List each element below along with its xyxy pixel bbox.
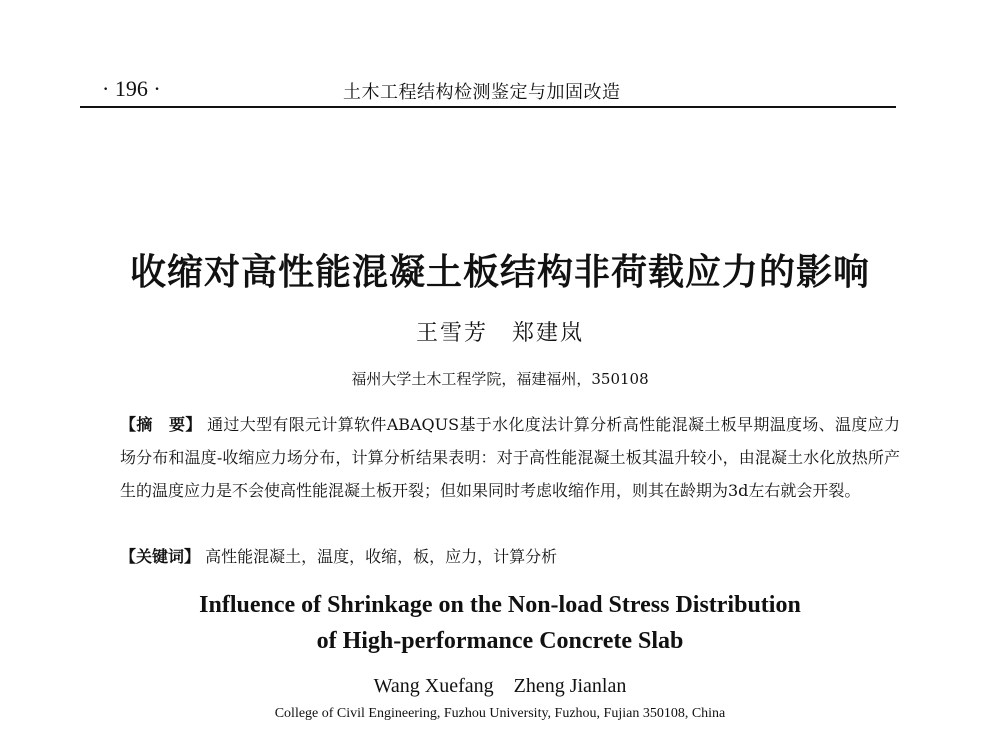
abstract	[120, 408, 900, 507]
title-en-line2: of High-performance Concrete Slab	[316, 628, 684, 654]
page-number: · 196 ·	[102, 76, 161, 101]
authors-zh: 王雪芳 郑建岚	[415, 321, 584, 346]
abstract-text: 通过大型有限元计算软件ABAQUS基于水化度法计算分析高性能混凝土板早期温度场、温度应力场分布和温度-收缩应力场分布，计算分析结果表明：对于高性能混凝土板其温升较小，由混凝土水化放热所产生的温度应力是不会使高性能混凝土板开裂；但如果同时考虑收缩作用，则其在龄期为3d左右就会开裂。	[120, 415, 900, 500]
header-rule	[80, 106, 896, 108]
keywords	[120, 542, 900, 572]
page-header	[80, 74, 896, 106]
abstract-label: 【摘 要】	[120, 415, 202, 434]
paper-title-zh: 收缩对高性能混凝土板结构非荷载应力的影响	[129, 251, 870, 293]
authors-en: Wang Xuefang Zheng Jianlan	[373, 675, 627, 697]
keywords-text: 高性能混凝土，温度，收缩，板，应力，计算分析	[205, 547, 558, 566]
title-en-line1: Influence of Shrinkage on the Non-load Stress Distribution	[199, 592, 801, 618]
running-title: 土木工程结构检测鉴定与加固改造	[343, 82, 621, 103]
paper-title-en	[0, 587, 1000, 659]
keywords-label: 【关键词】	[120, 547, 201, 566]
affiliation-zh: 福州大学土木工程学院，福建福州，350108	[351, 370, 649, 388]
affiliation-en: College of Civil Engineering, Fuzhou University, Fuzhou, Fujian 350108, China	[274, 706, 726, 721]
